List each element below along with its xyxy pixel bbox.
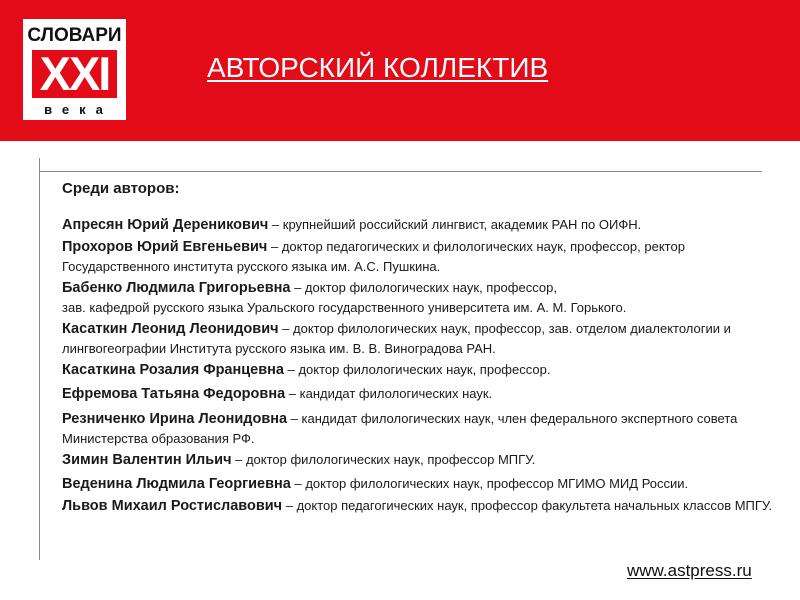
logo-top-text: СЛОВАРИ bbox=[27, 25, 122, 46]
author-description: доктор филологических наук, профессор МПГУ. bbox=[245, 451, 536, 467]
author-entry bbox=[62, 360, 782, 381]
author-description-line2: зав. кафедрой русского языка Уральского государственного университета им. А. М. Горького. bbox=[62, 300, 627, 315]
author-entry bbox=[62, 319, 782, 359]
author-name: Касаткина Розалия Францевна bbox=[62, 361, 284, 378]
logo-bottom-text: века bbox=[44, 102, 113, 117]
author-name: Касаткин Леонид Леонидович bbox=[62, 320, 279, 337]
author-name: Львов Михаил Ростиславович bbox=[62, 497, 283, 514]
author-separator: – bbox=[282, 497, 297, 513]
author-description: крупнейший российский лингвист, академик РАН по ОИФН. bbox=[282, 217, 642, 232]
author-description: доктор филологических наук, профессор, bbox=[304, 279, 557, 295]
author-description: кандидат филологических наук. bbox=[299, 386, 493, 401]
author-entry bbox=[62, 409, 782, 449]
author-separator: – bbox=[290, 476, 306, 491]
slovari-xxi-logo bbox=[23, 19, 126, 120]
author-name: Веденина Людмила Георгиевна bbox=[62, 476, 291, 492]
author-name: Апресян Юрий Дереникович bbox=[62, 217, 269, 233]
author-separator: – bbox=[231, 451, 246, 467]
author-name: Прохоров Юрий Евгеньевич bbox=[62, 238, 268, 255]
page-title: АВТОРСКИЙ КОЛЛЕКТИВ bbox=[207, 52, 549, 83]
author-description: кандидат филологических наук, член федерального экспертного совета Министерства образования РФ. bbox=[62, 410, 738, 446]
author-description: доктор педагогических наук, профессор факультета начальных классов МПГУ. bbox=[296, 497, 773, 513]
author-entry bbox=[62, 384, 782, 405]
author-description: доктор филологических наук, профессор, зав. отделом диалектологии и лингвогеографии Института русского языка им. В. В. Виноградова РАН. bbox=[62, 320, 731, 356]
author-separator: – bbox=[268, 217, 283, 232]
author-entry bbox=[62, 474, 782, 495]
author-description: доктор педагогических и филологических наук, профессор, ректор Государственного института русского языка им. А.С. Пушкина. bbox=[62, 238, 685, 274]
author-separator: – bbox=[267, 238, 282, 254]
author-entry bbox=[62, 237, 782, 277]
author-description: доктор филологических наук, профессор. bbox=[298, 361, 551, 377]
author-separator: – bbox=[283, 361, 299, 377]
author-entry bbox=[62, 450, 782, 471]
author-entry bbox=[62, 215, 782, 236]
author-entry bbox=[62, 278, 782, 318]
vertical-rule bbox=[39, 158, 40, 560]
authors-content bbox=[62, 180, 782, 517]
author-separator: – bbox=[287, 410, 302, 426]
logo-xxi-text: XXI bbox=[32, 50, 117, 98]
website-link[interactable]: www.astpress.ru bbox=[627, 561, 752, 580]
author-name: Бабенко Людмила Григорьевна bbox=[62, 279, 291, 296]
author-name: Зимин Валентин Ильич bbox=[62, 451, 232, 468]
author-separator: – bbox=[278, 320, 293, 336]
author-description: доктор филологических наук, профессор МГИМО МИД России. bbox=[305, 476, 689, 491]
author-entry bbox=[62, 496, 782, 517]
author-name: Резниченко Ирина Леонидовна bbox=[62, 410, 288, 427]
author-separator: – bbox=[285, 386, 300, 401]
horizontal-rule bbox=[39, 171, 762, 172]
intro-heading: Среди авторов: bbox=[62, 180, 180, 197]
author-name: Ефремова Татьяна Федоровна bbox=[62, 386, 286, 402]
header-banner bbox=[0, 0, 800, 141]
author-separator: – bbox=[290, 279, 305, 295]
